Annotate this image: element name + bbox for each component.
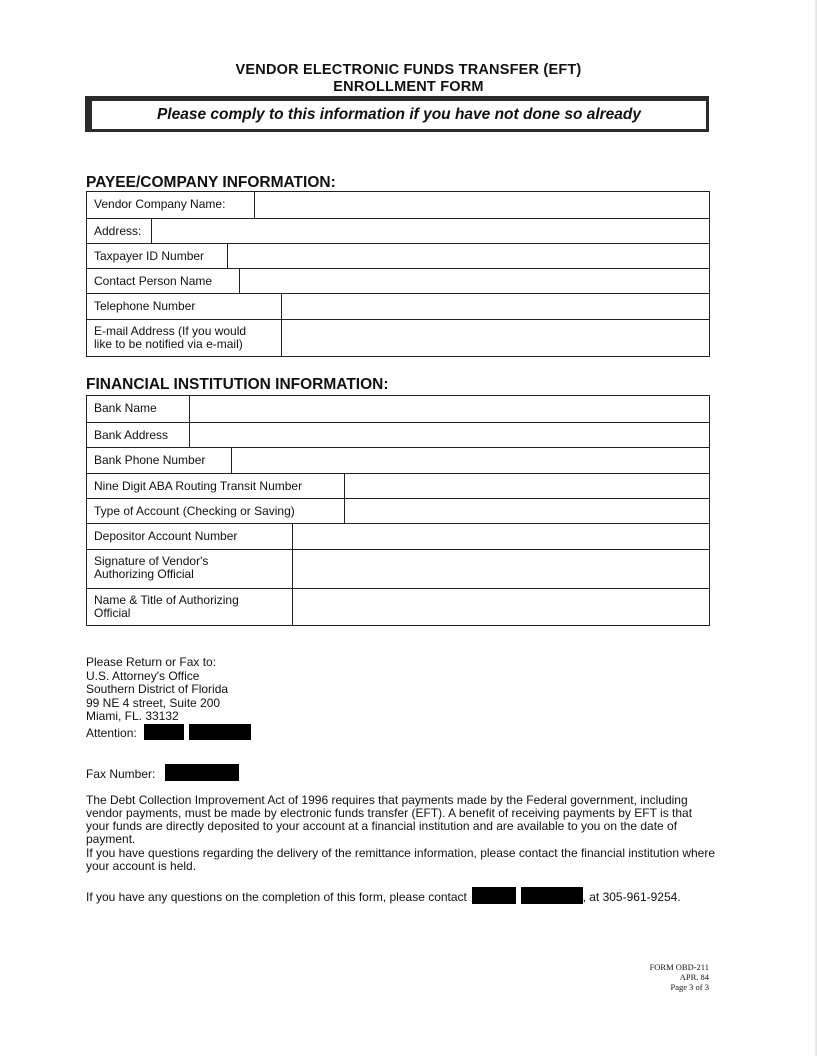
telephone-label: Telephone Number [87,294,282,319]
return-address-block [86,656,251,740]
return-line: Miami, FL. 33132 [86,709,179,723]
aba-routing-label: Nine Digit ABA Routing Transit Number [87,474,345,498]
table-row [87,319,709,356]
table-row [87,447,709,473]
depositor-account-label: Depositor Account Number [87,524,293,549]
address-label: Address: [87,219,152,243]
fax-line [86,764,239,782]
redaction-block [472,887,516,904]
signature-label: Signature of Vendor's Authorizing Official [87,550,293,588]
email-field[interactable] [282,320,709,356]
telephone-field[interactable] [282,294,709,319]
table-row [87,218,709,243]
bank-name-label: Bank Name [87,396,190,422]
redaction-block [144,724,184,740]
aba-routing-field[interactable] [345,474,709,498]
attention-label: Attention: [86,725,137,740]
taxpayer-id-label: Taxpayer ID Number [87,244,228,268]
table-row [87,293,709,319]
contact-person-field[interactable] [240,269,709,293]
redaction-block [521,887,583,904]
bank-name-field[interactable] [190,396,709,422]
signature-field[interactable] [293,550,709,588]
account-type-label: Type of Account (Checking or Saving) [87,499,345,523]
bank-address-label: Bank Address [87,423,190,447]
table-row [87,588,709,625]
form-footer [650,962,709,992]
dcia-paragraph: The Debt Collection Improvement Act of 1996 requires that payments made by the Federal government, including vendor payments, must be made by electronic funds transfer (EFT). A benefit of receiving payments by EFT is that your funds are directly deposited to your account at a financial institution and are available to you on the date of payment. [86,793,693,846]
redaction-block [165,764,239,781]
compliance-banner [85,96,709,132]
banner-text: Please comply to this information if you have not done so already [92,101,706,129]
return-line: Please Return or Fax to: [86,655,217,669]
bank-phone-label: Bank Phone Number [87,448,232,473]
questions-line [86,887,726,904]
attention-line [86,724,251,741]
table-row [87,422,709,447]
vendor-company-name-label: Vendor Company Name: [87,192,255,218]
table-row [87,243,709,268]
bank-address-field[interactable] [190,423,709,447]
table-row [87,498,709,523]
return-line: Southern District of Florida [86,682,229,696]
official-name-title-field[interactable] [293,589,709,625]
page-number: Page 3 of 3 [670,982,709,992]
bank-phone-field[interactable] [232,448,709,473]
contact-person-label: Contact Person Name [87,269,240,293]
fax-label: Fax Number: [86,767,156,781]
remittance-paragraph: If you have questions regarding the delivery of the remittance information, please contact the financial institution where your account is held. [86,846,716,873]
table-row [87,523,709,549]
payee-section-heading: PAYEE/COMPANY INFORMATION: [86,174,336,191]
financial-section-heading: FINANCIAL INSTITUTION INFORMATION: [86,376,389,393]
redaction-block [189,724,251,740]
return-line: U.S. Attorney's Office [86,668,200,683]
questions-prefix: If you have any questions on the completion of this form, please contact [86,890,467,904]
form-title: VENDOR ELECTRONIC FUNDS TRANSFER (EFT) [235,62,582,78]
table-row [87,268,709,293]
form-subtitle: ENROLLMENT FORM [333,79,484,95]
financial-table [86,395,710,626]
email-label: E-mail Address (If you would like to be notified via e-mail) [87,320,282,356]
account-type-field[interactable] [345,499,709,523]
questions-suffix: , at 305-961-9254. [582,890,681,904]
official-name-title-label: Name & Title of Authorizing Official [87,589,293,625]
form-date: APR. 84 [679,972,709,982]
table-row [87,192,709,218]
depositor-account-field[interactable] [293,524,709,549]
address-field[interactable] [152,219,709,243]
return-line: 99 NE 4 street, Suite 200 [86,695,221,710]
table-row [87,473,709,498]
taxpayer-id-field[interactable] [228,244,709,268]
vendor-company-name-field[interactable] [255,192,709,218]
table-row [87,549,709,588]
payee-table [86,191,710,357]
form-number: FORM OBD-211 [649,962,709,972]
table-row [87,396,709,422]
